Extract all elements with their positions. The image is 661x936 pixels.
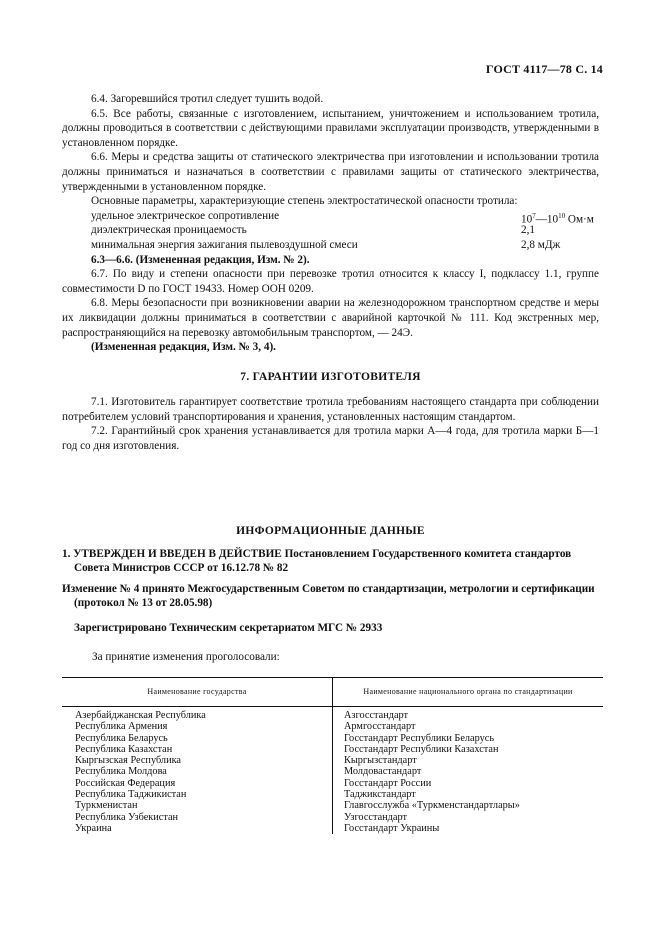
- paragraph-6-7: 6.7. По виду и степени опасности при перевозке тротил относится к классу I, подклассу 1.1, группе совместимости D по ГОСТ 19433. Номер ООН 0209.: [62, 268, 599, 295]
- param-row: [91, 223, 599, 238]
- revision-note: (Измененная редакция, Изм. № 3, 4).: [91, 341, 276, 354]
- state-name-cell: Республика Казахстан: [62, 744, 333, 755]
- standards-body-cell: Армгосстандарт: [344, 721, 416, 733]
- standards-body-cell: Таджикстандарт: [344, 789, 416, 801]
- table-header-row: [62, 678, 603, 707]
- param-name: удельное электрическое сопротивление: [91, 209, 280, 222]
- params-list: [91, 209, 599, 253]
- table-row: [62, 812, 603, 823]
- table-row: [62, 707, 603, 722]
- table-row: [62, 755, 603, 766]
- info-change-4: Изменение № 4 принято Межгосударственным Советом по стандартизации, метрологии и сертификации (протокол № 13 от 28.05.98): [62, 583, 595, 609]
- state-name-cell: Республика Армения: [62, 721, 333, 732]
- revision-note: 6.3—6.6. (Измененная редакция, Изм. № 2).: [91, 253, 310, 266]
- standards-body-cell: Госстандарт России: [344, 777, 432, 789]
- info-item-approved: 1. УТВЕРЖДЕН И ВВЕДЕН В ДЕЙСТВИЕ Постановлением Государственного комитета стандартов Совета Министров СССР от 16.12.78 № 82: [62, 548, 572, 574]
- column-header-state: Наименование государства: [62, 678, 333, 707]
- column-header-body: Наименование национального органа по стандартизации: [333, 678, 604, 707]
- page-header: ГОСТ 4117—78 С. 14: [485, 62, 603, 76]
- standards-body-cell: Азгосстандарт: [344, 710, 409, 721]
- voted-label: За принятие изменения проголосовали:: [92, 651, 280, 663]
- paragraph-7-1: 7.1. Изготовитель гарантирует соответствие тротила требованиям настоящего стандарта при соблюдении потребителем условий транспортирования и хранения, установленных настоящим стандартом.: [62, 396, 599, 423]
- param-value: 2,8 мДж: [521, 238, 561, 251]
- table-row: [62, 733, 603, 744]
- section-6-content: [62, 92, 599, 454]
- section-7-title: 7. ГАРАНТИИ ИЗГОТОВИТЕЛЯ: [240, 370, 421, 383]
- state-name-cell: Туркменистан: [62, 800, 333, 811]
- table-row: [62, 800, 603, 811]
- table-row: [62, 744, 603, 755]
- state-name-cell: Украина: [62, 823, 333, 834]
- state-name-cell: Кыргызская Республика: [62, 755, 333, 766]
- paragraph-7-2: 7.2. Гарантийный срок хранения устанавливается для тротила марки А—4 года, для тротила марки Б—1 год со дня изготовления.: [62, 425, 599, 453]
- table-row: [62, 766, 603, 777]
- params-intro: Основные параметры, характеризующие степень электростатической опасности тротила:: [91, 195, 518, 208]
- state-name-cell: Республика Таджикистан: [62, 789, 333, 800]
- paragraph-6-8: 6.8. Меры безопасности при возникновении аварии на железнодорожном транспортном средстве и меры их ликвидации должны приниматься в соответствии с аварийной карточкой № 111. Код экстренных мер, распространяющийся на перевозку автомобильным транспортом, — 24Э.: [62, 297, 599, 339]
- state-name-cell: Республика Беларусь: [62, 733, 333, 744]
- info-registered: Зарегистрировано Техническим секретариатом МГС № 2933: [74, 622, 383, 634]
- param-row: [91, 238, 599, 253]
- state-name-cell: Республика Узбекистан: [62, 812, 333, 823]
- param-row: [91, 209, 599, 224]
- table-row: [62, 823, 603, 834]
- standards-body-cell: Госстандарт Республики Казахстан: [344, 743, 499, 755]
- state-name-cell: Азербайджанская Республика: [62, 707, 333, 722]
- param-name: минимальная энергия зажигания пылевоздушной смеси: [91, 238, 358, 251]
- table-row: [62, 789, 603, 800]
- standards-body-cell: Молдовастандарт: [344, 766, 422, 778]
- states-table-body: [62, 707, 603, 835]
- param-value: $10^7—10^{10}$ Ом·м: [521, 211, 594, 226]
- info-title: ИНФОРМАЦИОННЫЕ ДАННЫЕ: [236, 525, 425, 537]
- paragraph-6-4: 6.4. Загоревшийся тротил следует тушить водой.: [91, 93, 324, 105]
- table-row: [62, 778, 603, 789]
- standards-body-cell: Госстандарт Украины: [344, 822, 440, 834]
- info-block: [62, 548, 602, 644]
- table-row: [62, 721, 603, 732]
- standards-body-cell: Госстандарт Республики Беларусь: [344, 732, 495, 744]
- standards-body-cell: Узгосстандарт: [344, 811, 407, 823]
- state-name-cell: Республика Молдова: [62, 766, 333, 777]
- param-name: диэлектрическая проницаемость: [91, 224, 247, 237]
- state-name-cell: Российская Федерация: [62, 778, 333, 789]
- param-value: 2,1: [521, 224, 535, 237]
- paragraph-6-6: 6.6. Меры и средства защиты от статического электричества при изготовлении и использовании тротила должны приниматься и назначаться в соответствии с правилами защиты от статического электричества, утвержденными в установленном порядке.: [62, 151, 599, 193]
- standards-body-cell: Главгосслужба «Туркменстандартлары»: [344, 800, 520, 812]
- standards-body-cell: Кыргызстандарт: [344, 755, 417, 767]
- paragraph-6-5: 6.5. Все работы, связанные с изготовлением, испытанием, уничтожением и использованием тротила, должны проводиться в соответствии с действующими правилами эксплуатации производств, утвержденными в установленном порядке.: [62, 107, 599, 149]
- states-table: [62, 677, 603, 834]
